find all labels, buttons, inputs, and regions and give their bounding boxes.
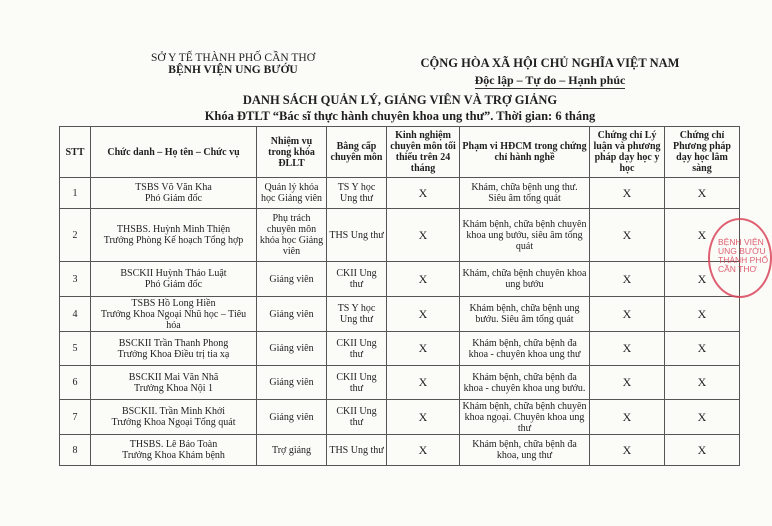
motto: Độc lập – Tự do – Hạnh phúc (474, 73, 626, 87)
issuer-name: BỆNH VIỆN UNG BƯỚU (168, 64, 298, 76)
cell-scope: Khám bệnh, chữa bệnh đa khoa - chuyên khoa ung thư (460, 332, 590, 366)
table-row (60, 262, 740, 297)
cell-role: Giảng viên (257, 297, 327, 332)
cell-person (91, 297, 257, 332)
person-position: Trưởng Khoa Ngoại Tổng quát (111, 417, 236, 428)
cell-scope: Khám bệnh, chữa bệnh chuyên khoa ngoại. Chuyên khoa ung thư (460, 400, 590, 435)
cell-scope: Khám bệnh, chữa bệnh đa khoa - chuyên khoa ung bướu. (460, 366, 590, 400)
person-position: Phó Giám đốc (144, 279, 203, 290)
cell-cert-theory: X (590, 435, 665, 466)
document-subtitle: Khóa ĐTLT “Bác sĩ thực hành chuyên khoa ung thư”. Thời gian: 6 tháng (204, 109, 596, 123)
cell-cert-clinical: X (665, 332, 740, 366)
staff-table (59, 126, 740, 466)
cell-cert-theory: X (590, 366, 665, 400)
cell-scope: Khám bệnh, chữa bệnh ung bướu. Siêu âm tổng quát (460, 297, 590, 332)
person-position: Trưởng Phòng Kế hoạch Tổng hợp (103, 235, 244, 246)
cell-role: Trợ giảng (257, 435, 327, 466)
col-header: Chức danh – Họ tên – Chức vụ (91, 127, 257, 178)
col-header: STT (60, 127, 91, 178)
person-position: Trưởng Khoa Ngoại Nhũ học – Tiêu hóa (100, 308, 247, 331)
cell-role: Quản lý khóa học Giảng viên (257, 178, 327, 209)
cell-role: Giảng viên (257, 366, 327, 400)
cell-person (91, 332, 257, 366)
cell-cert-theory: X (590, 297, 665, 332)
cell-role: Phụ trách chuyên môn khóa học Giảng viên (257, 209, 327, 262)
person-position: Trưởng Khoa Nội 1 (134, 382, 213, 394)
cell-experience: X (387, 435, 460, 466)
person-name: TSBS Võ Văn Kha (135, 182, 212, 193)
cell-stt: 4 (60, 297, 91, 332)
cell-experience: X (387, 400, 460, 435)
cell-experience: X (387, 332, 460, 366)
cell-stt: 3 (60, 262, 91, 297)
cell-role: Giảng viên (257, 400, 327, 435)
cell-degree: TS Y học Ung thư (327, 297, 387, 332)
cell-scope: Khám, chữa bệnh chuyên khoa ung bướu (460, 262, 590, 297)
table-row (60, 178, 740, 209)
table-row (60, 435, 740, 466)
cell-degree: CKII Ung thư (327, 332, 387, 366)
col-header: Phạm vi HĐCM trong chứng chỉ hành nghề (460, 127, 590, 178)
cell-degree: THS Ung thư (327, 435, 387, 466)
cell-person (91, 209, 257, 262)
cell-person (91, 400, 257, 435)
table-header-row (60, 127, 740, 178)
document-titles (60, 92, 740, 124)
cell-stt: 5 (60, 332, 91, 366)
issuer-header (118, 52, 348, 76)
cell-experience: X (387, 297, 460, 332)
col-header: Chứng chỉ Phương pháp dạy học lâm sàng (665, 127, 740, 178)
person-name: BSCKII Trần Thanh Phong (118, 337, 229, 349)
cell-stt: 1 (60, 178, 91, 209)
cell-cert-clinical: X (665, 366, 740, 400)
cell-degree: CKII Ung thư (327, 400, 387, 435)
table-row (60, 209, 740, 262)
person-name: THSBS. Huỳnh Minh Thiện (116, 224, 231, 235)
cell-degree: THS Ung thư (327, 209, 387, 262)
table-row (60, 366, 740, 400)
cell-cert-clinical: X (665, 297, 740, 332)
cell-experience: X (387, 178, 460, 209)
cell-degree: TS Y học Ung thư (327, 178, 387, 209)
cell-cert-clinical: X (665, 435, 740, 466)
person-name: THSBS. Lê Bảo Toàn (129, 439, 218, 450)
col-header: Chứng chỉ Lý luận và phương pháp dạy học y học (590, 127, 665, 178)
cell-experience: X (387, 366, 460, 400)
cell-role: Giảng viên (257, 332, 327, 366)
cell-cert-clinical: X (665, 178, 740, 209)
person-position: Trưởng Khoa Khám bệnh (122, 450, 225, 461)
cell-stt: 8 (60, 435, 91, 466)
cell-scope: Khám, chữa bệnh ung thư. Siêu âm tổng quát (460, 178, 590, 209)
cell-cert-theory: X (590, 332, 665, 366)
cell-stt: 6 (60, 366, 91, 400)
person-name: BSCKII Mai Văn Nhã (128, 371, 219, 383)
person-name: BSCKII Huỳnh Thảo Luật (120, 268, 227, 279)
issuer-parent: SỞ Y TẾ THÀNH PHỐ CẦN THƠ (151, 52, 315, 64)
cell-degree: CKII Ung thư (327, 262, 387, 297)
document-title: DANH SÁCH QUẢN LÝ, GIẢNG VIÊN VÀ TRỢ GIẢNG (242, 93, 558, 107)
person-position: Trưởng Khoa Điều trị tia xạ (117, 348, 230, 360)
cell-experience: X (387, 262, 460, 297)
cell-person (91, 178, 257, 209)
cell-cert-clinical: X (665, 400, 740, 435)
official-stamp: BỆNH VIỆN UNG BƯỚU THÀNH PHỐ CẦN THƠ (708, 218, 772, 298)
cell-stt: 7 (60, 400, 91, 435)
cell-cert-theory: X (590, 209, 665, 262)
cell-cert-clinical: X (665, 262, 740, 297)
republic-name: CỘNG HÒA XÃ HỘI CHỦ NGHĨA VIỆT NAM (420, 56, 680, 70)
person-position: Phó Giám đốc (144, 193, 203, 204)
person-name: BSCKII. Trần Minh Khởi (121, 406, 226, 417)
cell-cert-theory: X (590, 262, 665, 297)
cell-cert-clinical: X (665, 209, 740, 262)
cell-person (91, 435, 257, 466)
table-row (60, 297, 740, 332)
person-name: TSBS Hồ Long Hiền (131, 297, 216, 309)
cell-degree: CKII Ung thư (327, 366, 387, 400)
col-header: Kinh nghiệm chuyên môn tối thiểu trên 24 tháng (387, 127, 460, 178)
cell-person (91, 262, 257, 297)
cell-person (91, 366, 257, 400)
cell-cert-theory: X (590, 400, 665, 435)
table-row (60, 332, 740, 366)
cell-stt: 2 (60, 209, 91, 262)
national-header (400, 56, 700, 89)
cell-scope: Khám bệnh, chữa bệnh chuyên khoa ung bướu, siêu âm tổng quát (460, 209, 590, 262)
cell-scope: Khám bệnh, chữa bệnh đa khoa, ung thư (460, 435, 590, 466)
cell-experience: X (387, 209, 460, 262)
table-row (60, 400, 740, 435)
col-header: Bằng cấp chuyên môn (327, 127, 387, 178)
cell-cert-theory: X (590, 178, 665, 209)
cell-role: Giảng viên (257, 262, 327, 297)
col-header: Nhiệm vụ trong khóa ĐLLT (257, 127, 327, 178)
